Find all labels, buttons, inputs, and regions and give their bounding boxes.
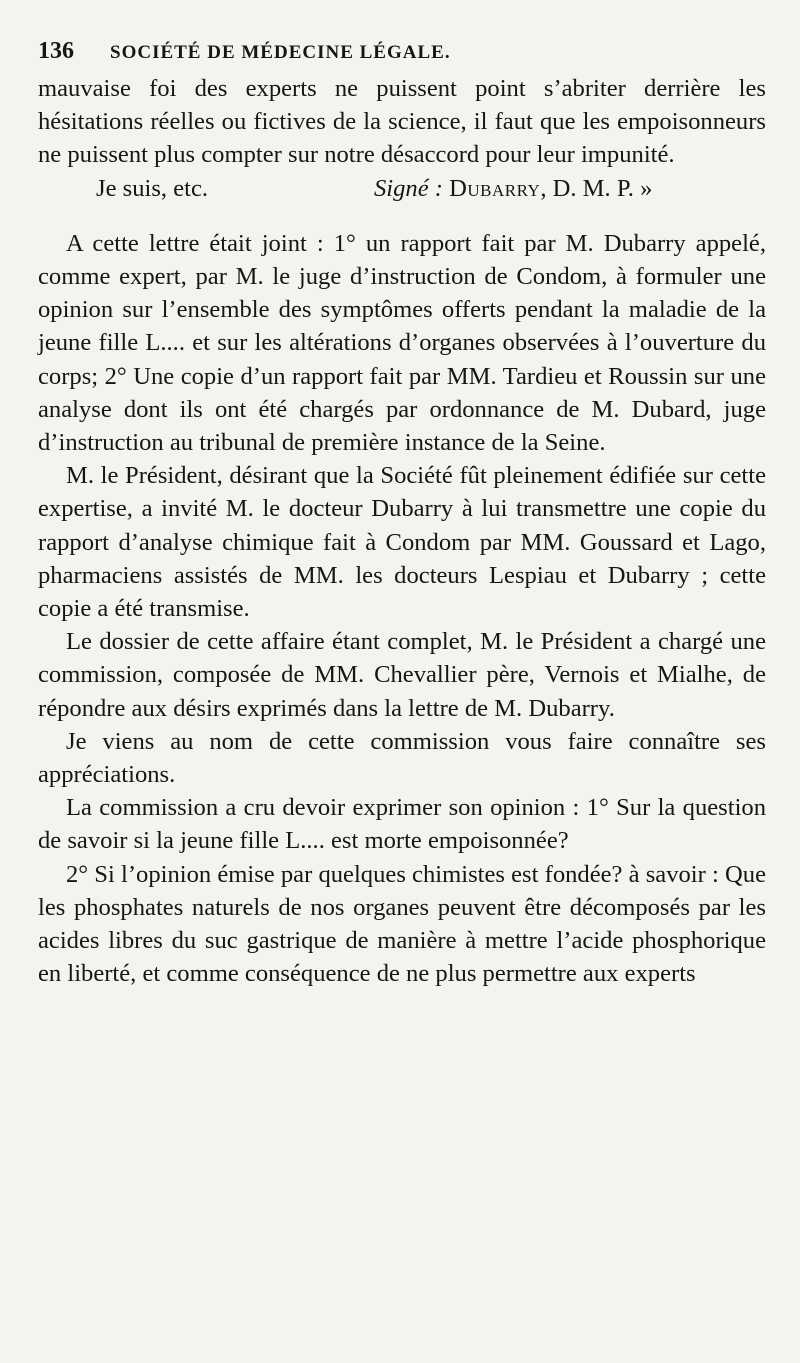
page-number: 136 [38, 38, 74, 64]
book-page [38, 38, 766, 990]
signature-suffix: , D. M. P. » [540, 174, 653, 202]
paragraph: La commission a cru devoir exprimer son opinion : 1° Sur la question de savoir si la jeune fille L.... est morte empoisonnée? [38, 794, 766, 855]
signature [374, 172, 652, 205]
section-gap [38, 205, 766, 227]
page-body [38, 72, 766, 990]
running-head [38, 38, 766, 72]
paragraph: Je viens au nom de cette commission vous faire connaître ses appréciations. [38, 727, 766, 789]
letter-signature-line [38, 172, 766, 205]
paragraph: Le dossier de cette affaire étant complet, M. le Président a chargé une commission, composée de MM. Chevallier père, Vernois et Mialhe, de répondre aux désirs exprimés dans la lettre de M. Dubarry. [38, 628, 766, 722]
paragraph: A cette lettre était joint : 1° un rapport fait par M. Dubarry appelé, comme expert, par M. le juge d’instruction de Condom, à formuler une opinion sur l’ensemble des symptômes offerts pendant la maladie de la jeune fille L.... et sur les altérations d’organes observées à l’ouverture du corps; 2° Une copie d’un rapport fait par MM. Tardieu et Roussin sur une analyse dont ils ont été chargés par ordonnance de M. Dubard, juge d’instruction au tribunal de première instance de la Seine. [38, 229, 766, 457]
signature-label: Signé : [374, 174, 443, 202]
closing-formula: Je suis, etc. [96, 174, 209, 202]
paragraph: 2° Si l’opinion émise par quelques chimistes est fondée? à savoir : Que les phosphates naturels de nos organes peuvent être décomposés par les acides libres du suc gastrique de manière à mettre l’acide phosphorique en liberté, et comme conséquence de ne plus permettre aux experts [38, 860, 766, 988]
running-head-title: SOCIÉTÉ DE MÉDECINE LÉGALE. [110, 42, 451, 63]
signature-name: Dubarry [449, 174, 541, 202]
paragraph: M. le Président, désirant que la Société fût pleinement édifiée sur cette expertise, a invité M. le docteur Dubarry à lui transmettre une copie du rapport d’analyse chimique fait à Condom par MM. Goussard et Lago, pharmaciens assistés de MM. les docteurs Lespiau et Dubarry ; cette copie a été transmise. [38, 462, 766, 623]
continued-paragraph: mauvaise foi des experts ne puissent point s’abriter derrière les hésitations réelles ou fictives de la science, il faut que les empoisonneurs ne puissent plus compter sur notre désaccord pour leur impunité. [38, 75, 766, 169]
